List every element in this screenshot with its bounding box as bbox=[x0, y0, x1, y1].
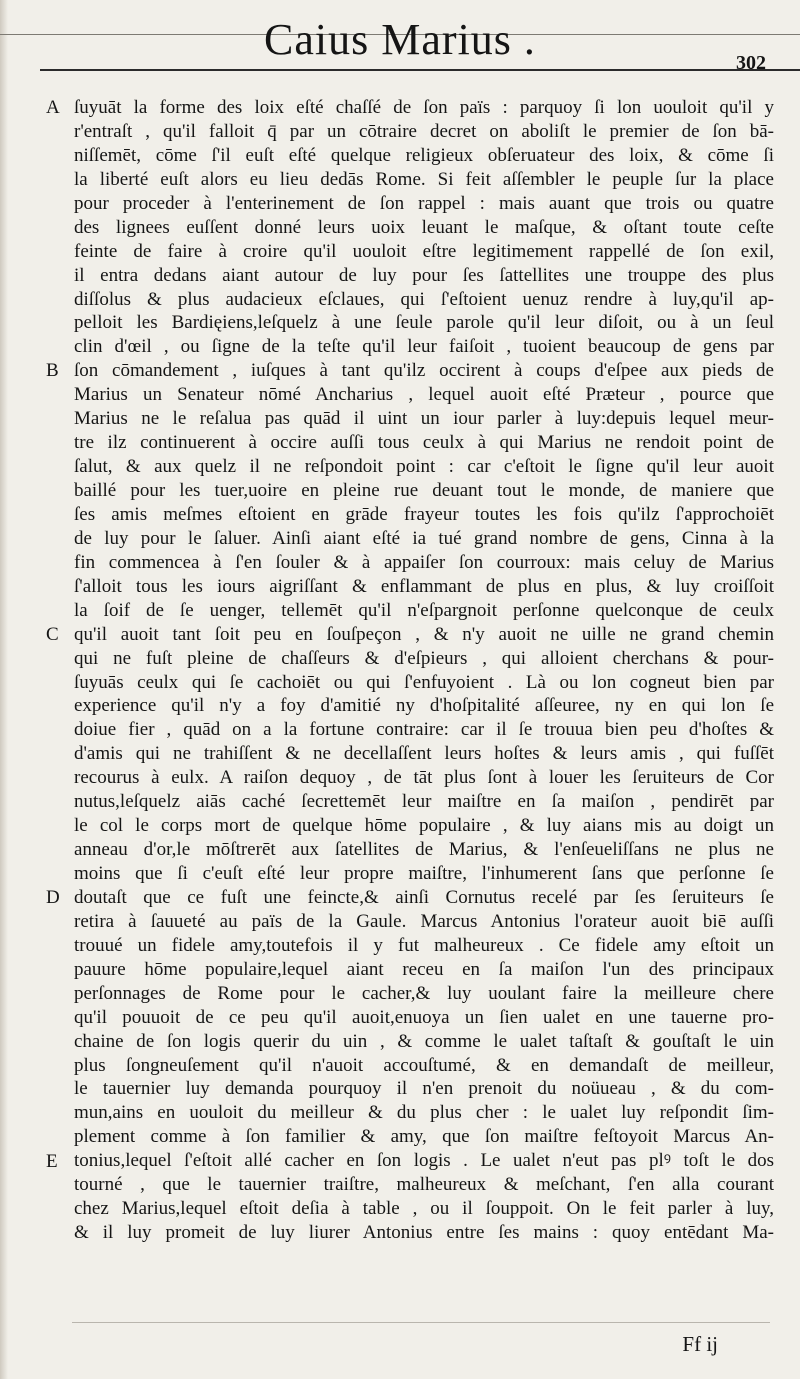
margin-letter: D bbox=[46, 887, 60, 909]
text-line: qui ne fuſt pleine de chaſſeurs & d'eſpieurs , qui alloient cherchans & pour- bbox=[74, 647, 774, 669]
text-line: la liberté euſt alors eu lieu dedās Rome. Si feit aſſembler le peuple ſur la place bbox=[74, 168, 774, 190]
text-line: ſuyuās ceulx qui ſe cachoiēt ou qui ſ'enfuyoient . Là ou lon cogneut bien par bbox=[74, 671, 774, 693]
text-line: de luy pour le ſaluer. Ainſi aiant eſté ia tué grand nombre de gens, Cinna à la bbox=[74, 527, 774, 549]
text-line: trouué un fidele amy,toutefois il y fut malheureux . Ce fidele amy eſtoit un bbox=[74, 934, 774, 956]
text-line: ſes amis meſmes eſtoient en grāde frayeur toutes les fois qu'ilz ſ'approchoiēt bbox=[74, 503, 774, 525]
text-line: ſalut, & aux quelz il ne reſpondoit point : car c'eſtoit le ſigne qu'il leur auoit bbox=[74, 456, 774, 478]
text-line: ſuyuāt la forme des loix eſté chaſſé de ſon païs : parquoy ſi lon uouloit qu'il y bbox=[74, 97, 774, 118]
text-line: tourné , que le tauernier traiſtre, malheureux & meſchant, ſ'en alla courant bbox=[74, 1174, 774, 1196]
text-line: tre ilz continuerent à occire auſſi tous ceulx à qui Marius ne rendoit point de bbox=[74, 432, 774, 454]
margin-letter: C bbox=[46, 623, 59, 645]
folio-number: 302 bbox=[736, 52, 766, 74]
text-line: experience qu'il n'y a foy d'amitié ny d'hoſpitalité aſſeuree, ny en qui lon ſe bbox=[74, 695, 774, 717]
margin-letter: E bbox=[46, 1150, 58, 1172]
text-line: Marius ne le reſalua pas quād il uint un iour parler à luy:depuis lequel meur- bbox=[74, 408, 774, 430]
footer-rule bbox=[72, 1322, 770, 1323]
text-line: perſonnages de Rome pour le cacher,& luy uoulant faire la meilleure chere bbox=[74, 982, 774, 1004]
text-line: il entra dedans aiant autour de luy pour ſes ſattellites une trouppe des plus bbox=[74, 264, 774, 286]
text-line: la ſoif de ſe uenger, tellemēt qu'il n'eſpargnoit perſonne quelconque de ceulx bbox=[74, 599, 774, 621]
text-line: plus ſongneuſement qu'il n'auoit accouſtumé, & en demandaſt de meilleur, bbox=[74, 1054, 774, 1076]
text-line: recourus à eulx. A raiſon dequoy , de tāt plus ſont à louer les ſeruiteurs de Cor bbox=[74, 767, 774, 789]
text-line: le tauernier luy demanda pourquoy il n'en prenoit du noüueau , & du com- bbox=[74, 1078, 774, 1100]
running-title: Caius Marius . bbox=[264, 15, 536, 64]
text-line: pour proceder à l'enterinement de ſon rappel : mais auant que trois ou quatre bbox=[74, 192, 774, 214]
text-line: r'entraſt , qu'il falloit q̄ par un cōtraire decret on aboliſt le premier de ſon bā- bbox=[74, 120, 774, 142]
text-line: doiue fier , quād on a la fortune contraire: car il ſe trouua bien peu d'hoſtes & bbox=[74, 719, 774, 741]
text-line: & il luy promeit de luy liurer Antonius entre ſes mains : quoy entēdant Ma- bbox=[74, 1222, 774, 1244]
text-line: Marius un Senateur nōmé Ancharius , lequel auoit eſté Præteur , pource que bbox=[74, 384, 774, 406]
text-line: mun,ains en uouloit du meilleur & du plus cher : le ualet luy reſpondit ſim- bbox=[74, 1102, 774, 1124]
text-line: d'amis qui ne trahiſſent & ne decellaſſent leurs hoſtes & leurs amis , qui fuſſēt bbox=[74, 743, 774, 765]
text-line: le col le corps mort de quelque hōme populaire , & luy aians mis au doigt un bbox=[74, 815, 774, 837]
signature-mark: Ff ij bbox=[682, 1332, 718, 1356]
body-text bbox=[74, 96, 774, 1245]
text-line: anneau d'or,le mōſtrerēt aux ſatellites de Marius, & l'enſeueliſſans ne plus ne bbox=[74, 839, 774, 861]
text-line: tonius,lequel ſ'eſtoit allé cacher en ſon logis . Le ualet n'eut pas plꝰ toſt le dos bbox=[74, 1150, 774, 1172]
text-line: des lignees euſſent donné leurs uoix leuant le maſque, & oſtant toute ceſte bbox=[74, 216, 774, 238]
text-line: doutaſt que ce fuſt une feincte,& ainſi Cornutus recelé par ſes ſeruiteurs ſe bbox=[74, 886, 774, 908]
text-line: plement comme à ſon familier & amy, que ſon maiſtre feſtoyoit Marcus An- bbox=[74, 1126, 774, 1148]
running-header bbox=[0, 14, 800, 76]
header-bottom-rule bbox=[40, 69, 800, 71]
text-line: feinte de faire à croire qu'il uouloit eſtre legitimement rappellé de ſon exil, bbox=[74, 240, 774, 262]
text-line: chaine de ſon logis querir du uin , & comme le ualet taſtaſt & gouſtaſt le uin bbox=[74, 1030, 774, 1052]
page-edge bbox=[0, 0, 8, 1379]
text-line: retira à ſauueté au païs de la Gaule. Marcus Antonius l'orateur auoit biē auſſi bbox=[74, 910, 774, 932]
text-line: qu'il auoit tant ſoit peu en ſouſpeçon , & n'y auoit ne uille ne grand chemin bbox=[74, 623, 774, 645]
text-line: pelloit les Bardięiens,leſquelz à une ſeule parole qu'il leur diſoit, ou à un ſeul bbox=[74, 312, 774, 334]
text-line: diſſolus & plus audacieux eſclaues, qui ſ'eſtoient uenuz rendre à luy,qu'il ap- bbox=[74, 288, 774, 310]
text-line: qu'il pouuoit de ce peu qu'il auoit,enuoya un ſien ualet en une tauerne pro- bbox=[74, 1006, 774, 1028]
text-line: moins que ſi c'euſt eſté leur propre maiſtre, l'inhumerent ſans que perſonne ſe bbox=[74, 863, 774, 884]
margin-letter: B bbox=[46, 360, 59, 382]
text-line: ſon cōmandement , iuſques à tant qu'ilz occirent à coups d'eſpee aux pieds de bbox=[74, 360, 774, 382]
text-line: nutus,leſquelz aiās caché ſecrettemēt leur maiſtre en ſa maiſon , pendirēt par bbox=[74, 791, 774, 813]
text-line: pauure hōme populaire,lequel aiant receu en ſa maiſon l'un des principaux bbox=[74, 958, 774, 980]
text-line: chez Marius,lequel eſtoit deſia à table , ou il ſouppoit. On le feit parler à luy, bbox=[74, 1198, 774, 1220]
text-line: clin d'œil , ou ſigne de la teſte qu'il leur faiſoit , tuoient beaucoup de gens par bbox=[74, 336, 774, 358]
margin-letter: A bbox=[46, 97, 60, 118]
text-line: ſ'alloit tous les iours aigriſſant & enflammant de plus en plus, & luy croiſſoit bbox=[74, 575, 774, 597]
text-line: niſſemēt, cōme ſ'il euſt eſté quelque religieux obſeruateur des loix, & cōme ſi bbox=[74, 144, 774, 166]
text-line: baillé pour les tuer,uoire en pleine rue deuant tout le monde, de maniere que bbox=[74, 480, 774, 501]
text-line: fin commencea à ſ'en ſouler & à appaiſer ſon courroux: mais celuy de Marius bbox=[74, 551, 774, 573]
